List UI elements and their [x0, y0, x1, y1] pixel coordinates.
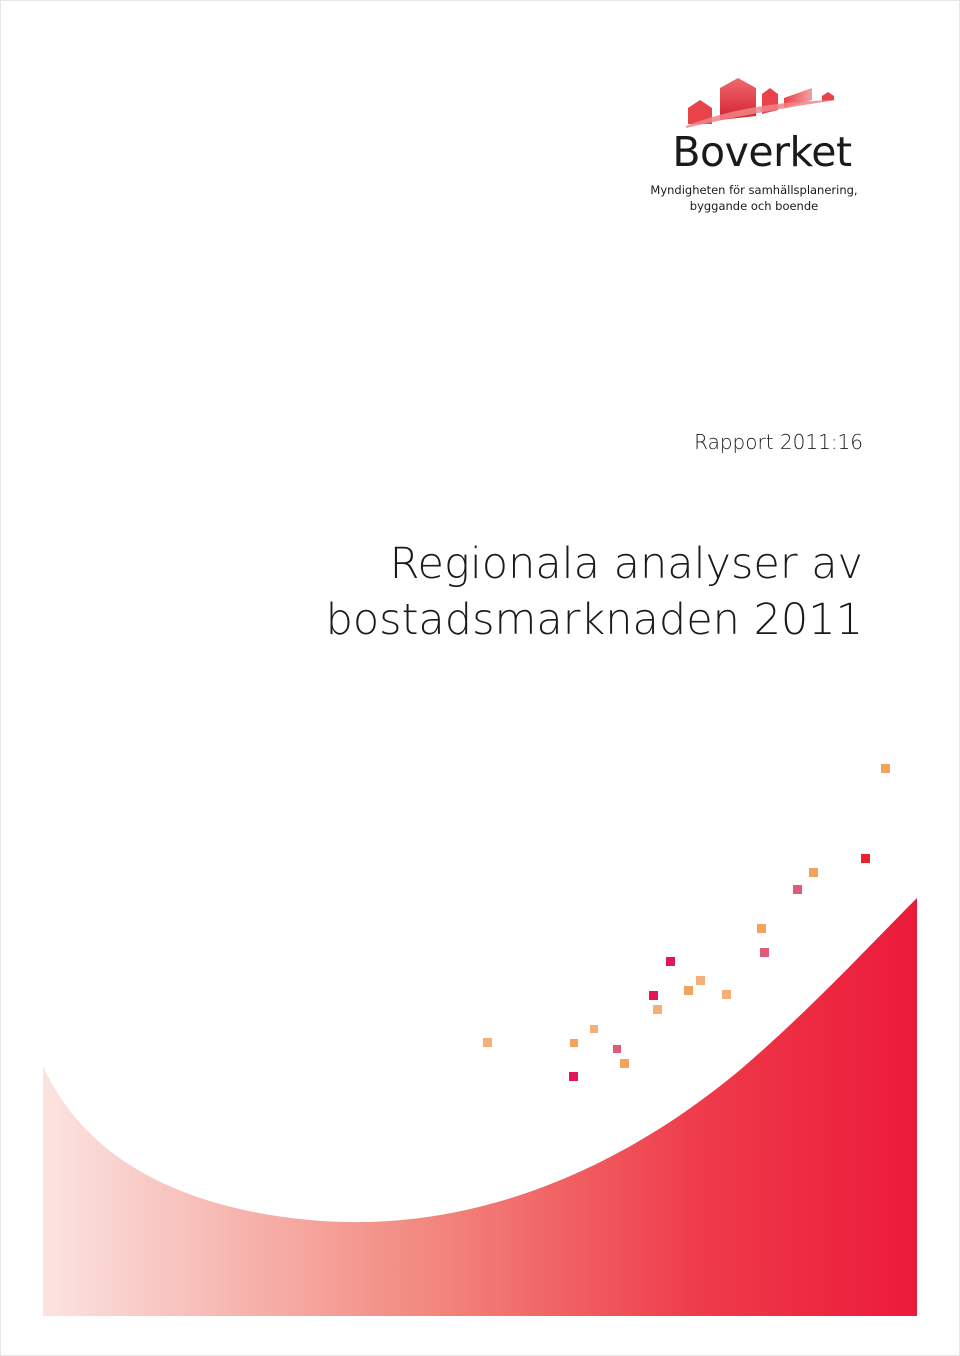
- square-icon: [757, 924, 766, 933]
- cover-wave-graphic: [0, 740, 960, 1356]
- tagline-line-2: byggande och boende: [689, 199, 819, 213]
- square-icon: [881, 764, 890, 773]
- square-icon: [570, 1039, 578, 1047]
- brand-name: Boverket: [672, 128, 852, 176]
- report-title-line-2: bostadsmarknaden 2011: [325, 595, 863, 645]
- red-wave-shape: [43, 898, 917, 1316]
- houses-logo-icon: [686, 72, 846, 128]
- tagline-line-1: Myndigheten för samhällsplanering,: [650, 183, 858, 197]
- square-icon: [684, 986, 693, 995]
- square-icon: [483, 1038, 492, 1047]
- report-title-line-1: Regionala analyser av: [389, 539, 863, 589]
- report-title: [326, 536, 863, 648]
- brand-tagline: [644, 182, 864, 214]
- square-icon: [722, 990, 731, 999]
- square-icon: [696, 976, 705, 985]
- square-icon: [590, 1025, 598, 1033]
- square-icon: [620, 1059, 629, 1068]
- square-icon: [613, 1045, 621, 1053]
- square-icon: [666, 957, 675, 966]
- square-icon: [793, 885, 802, 894]
- square-icon: [653, 1005, 662, 1014]
- report-number: Rapport 2011:16: [694, 430, 863, 454]
- square-icon: [760, 948, 769, 957]
- square-icon: [861, 854, 870, 863]
- square-icon: [809, 868, 818, 877]
- square-icon: [569, 1072, 578, 1081]
- square-icon: [649, 991, 658, 1000]
